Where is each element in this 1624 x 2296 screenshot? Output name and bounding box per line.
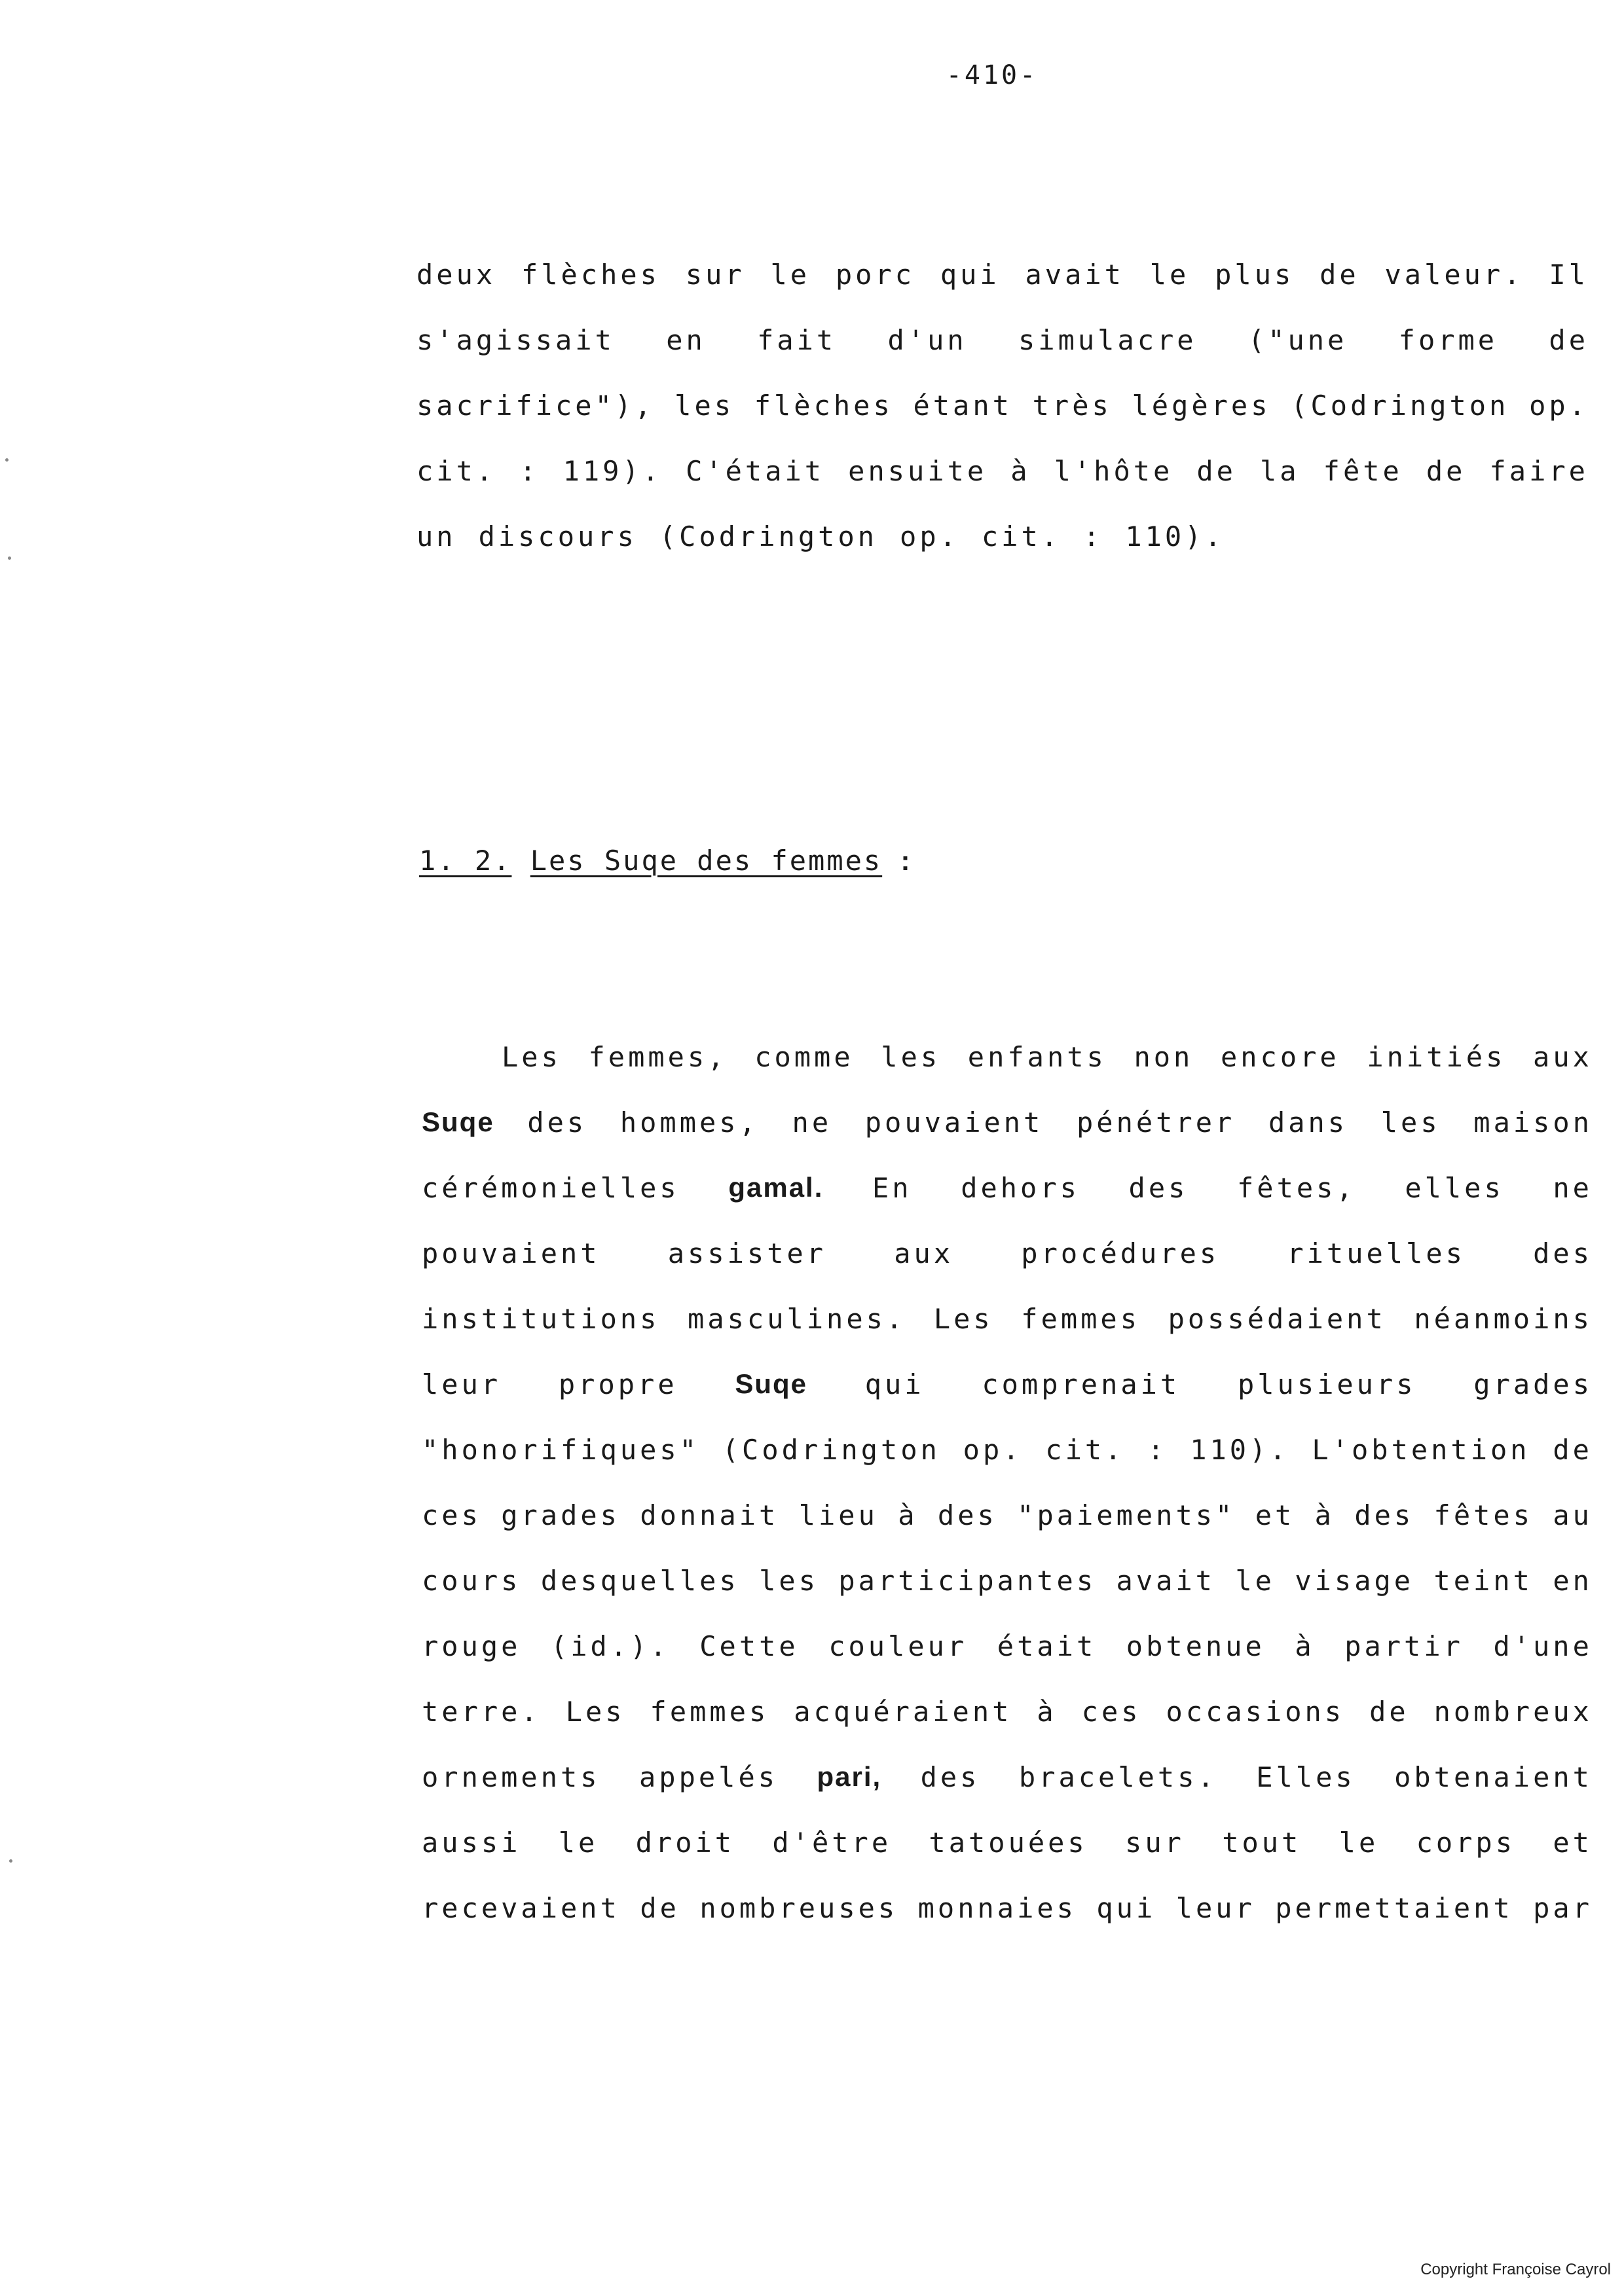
word: dans bbox=[1268, 1106, 1348, 1139]
word: corps bbox=[1416, 1827, 1515, 1859]
word: maison bbox=[1473, 1106, 1593, 1139]
copyright-notice: Copyright Françoise Cayrol bbox=[1420, 2261, 1611, 2278]
scan-speck bbox=[5, 458, 9, 462]
word: op. bbox=[1529, 390, 1589, 422]
word: valeur. bbox=[1384, 259, 1524, 291]
word: (id.). bbox=[550, 1630, 670, 1662]
word: ensuite bbox=[848, 455, 987, 487]
word: terre. bbox=[422, 1696, 541, 1728]
text-line bbox=[502, 1041, 1593, 1073]
word: de bbox=[1196, 455, 1236, 487]
word: leur bbox=[1175, 1892, 1255, 1924]
word: initiés bbox=[1367, 1041, 1506, 1073]
word: qui bbox=[1096, 1892, 1156, 1924]
word: d'être bbox=[772, 1827, 892, 1859]
word: pouvaient bbox=[864, 1106, 1044, 1139]
word: pouvaient bbox=[422, 1237, 600, 1269]
word: cit. bbox=[416, 455, 496, 487]
text-line bbox=[416, 520, 1247, 553]
bold-term: Suqe bbox=[735, 1368, 808, 1399]
word: discours bbox=[478, 520, 637, 553]
word: rituelles bbox=[1287, 1237, 1466, 1269]
word: le bbox=[1338, 1827, 1379, 1859]
word: pénétrer bbox=[1077, 1106, 1236, 1139]
word: hommes, bbox=[619, 1106, 759, 1139]
word: participantes bbox=[838, 1565, 1097, 1597]
word: au bbox=[1553, 1499, 1593, 1531]
word: à bbox=[1314, 1499, 1335, 1531]
word: de bbox=[1369, 1696, 1409, 1728]
text-line bbox=[416, 324, 1589, 356]
word: très bbox=[1032, 390, 1112, 422]
word: l'hôte bbox=[1054, 455, 1173, 487]
bold-term: pari, bbox=[817, 1761, 882, 1792]
word: le bbox=[1235, 1565, 1275, 1597]
word: des bbox=[937, 1499, 997, 1531]
word: rouge bbox=[422, 1630, 521, 1662]
word: appelés bbox=[639, 1761, 779, 1793]
word: Cette bbox=[699, 1630, 799, 1662]
word: possédaient bbox=[1168, 1303, 1386, 1335]
word: (Codrington bbox=[1291, 390, 1509, 422]
text-line bbox=[422, 1303, 1593, 1335]
text-line bbox=[422, 1172, 1593, 1204]
word: avait bbox=[1025, 259, 1124, 291]
word: desquelles bbox=[540, 1565, 739, 1597]
section-heading bbox=[419, 845, 912, 877]
text-line bbox=[416, 390, 1589, 422]
heading-number: 1. 2. bbox=[419, 845, 512, 877]
word: aussi bbox=[422, 1827, 521, 1859]
word: des bbox=[920, 1761, 980, 1793]
word: ornements bbox=[422, 1761, 600, 1793]
word: 110). bbox=[1190, 1434, 1289, 1466]
word: 119). bbox=[563, 455, 663, 487]
word: s'agissait bbox=[416, 324, 615, 356]
word: en bbox=[666, 324, 706, 356]
word: donnait bbox=[640, 1499, 779, 1531]
word: d'un bbox=[887, 324, 967, 356]
word: sur bbox=[1125, 1827, 1185, 1859]
word: obtenaient bbox=[1394, 1761, 1593, 1793]
word: forme bbox=[1398, 324, 1498, 356]
word: elles bbox=[1405, 1172, 1504, 1204]
text-line bbox=[422, 1565, 1593, 1597]
word: les bbox=[1380, 1106, 1441, 1139]
word: néanmoins bbox=[1414, 1303, 1593, 1335]
word: femmes, bbox=[588, 1041, 728, 1073]
word: ces bbox=[422, 1499, 481, 1531]
word: grades bbox=[1473, 1368, 1593, 1400]
word: lieu bbox=[798, 1499, 878, 1531]
word: flèches bbox=[521, 259, 660, 291]
word: cit. bbox=[981, 520, 1061, 553]
page-number: -410- bbox=[946, 60, 1039, 90]
text-line bbox=[416, 259, 1589, 291]
word: de bbox=[1320, 259, 1359, 291]
text-line bbox=[422, 1892, 1593, 1924]
word: de bbox=[640, 1892, 680, 1924]
word: cit. bbox=[1045, 1434, 1125, 1466]
word: 110). bbox=[1125, 520, 1225, 553]
word: couleur bbox=[828, 1630, 968, 1662]
word: recevaient bbox=[422, 1892, 620, 1924]
word: sur bbox=[685, 259, 745, 291]
word: deux bbox=[416, 259, 496, 291]
heading-colon: : bbox=[900, 845, 912, 876]
word: partir bbox=[1344, 1630, 1464, 1662]
word: masculines. bbox=[688, 1303, 906, 1335]
word: acquéraient bbox=[794, 1696, 1012, 1728]
word: monnaies bbox=[917, 1892, 1077, 1924]
word: obtenue bbox=[1126, 1630, 1265, 1662]
word: occasions bbox=[1166, 1696, 1345, 1728]
word: des bbox=[1128, 1172, 1189, 1204]
word: plusieurs bbox=[1237, 1368, 1416, 1400]
word: grades bbox=[501, 1499, 620, 1531]
word: la bbox=[1260, 455, 1300, 487]
word: Les bbox=[502, 1041, 561, 1073]
word: et bbox=[1553, 1827, 1593, 1859]
text-line bbox=[422, 1368, 1593, 1400]
word: cérémonielles bbox=[422, 1172, 680, 1204]
word: étant bbox=[913, 390, 1012, 422]
word: procédures bbox=[1021, 1237, 1220, 1269]
word: ("une bbox=[1247, 324, 1348, 356]
word: dehors bbox=[961, 1172, 1080, 1204]
word: "honorifiques" bbox=[422, 1434, 700, 1466]
word: sacrifice"), bbox=[416, 390, 655, 422]
bold-term: gamal. bbox=[728, 1172, 824, 1203]
text-line bbox=[422, 1630, 1593, 1662]
word: avait bbox=[1116, 1565, 1215, 1597]
word: porc bbox=[835, 259, 915, 291]
word: fait bbox=[757, 324, 837, 356]
word: par bbox=[1533, 1892, 1593, 1924]
word: comprenait bbox=[982, 1368, 1181, 1400]
word: le bbox=[558, 1827, 599, 1859]
bold-term: Suqe bbox=[422, 1106, 494, 1137]
word: op. bbox=[963, 1434, 1023, 1466]
text-line bbox=[422, 1696, 1593, 1728]
word: à bbox=[1010, 455, 1031, 487]
word: bracelets. bbox=[1018, 1761, 1217, 1793]
word: le bbox=[770, 259, 811, 291]
word: était bbox=[997, 1630, 1097, 1662]
text-line bbox=[422, 1761, 1593, 1793]
word: les bbox=[759, 1565, 819, 1597]
word: C'était bbox=[686, 455, 825, 487]
word: permettaient bbox=[1275, 1892, 1513, 1924]
word: un bbox=[416, 520, 456, 553]
word: des bbox=[1354, 1499, 1414, 1531]
text-line bbox=[422, 1827, 1593, 1859]
word: Les bbox=[565, 1696, 625, 1728]
word: le bbox=[1149, 259, 1190, 291]
word: en bbox=[1553, 1565, 1593, 1597]
word: institutions bbox=[422, 1303, 660, 1335]
word: comme bbox=[754, 1041, 854, 1073]
word: des bbox=[1533, 1237, 1593, 1269]
word: encore bbox=[1220, 1041, 1340, 1073]
word: propre bbox=[558, 1368, 678, 1400]
word: fête bbox=[1323, 455, 1403, 487]
word: fêtes, bbox=[1237, 1172, 1356, 1204]
word: les bbox=[881, 1041, 941, 1073]
word: des bbox=[527, 1106, 587, 1139]
word: op. bbox=[900, 520, 959, 553]
word: et bbox=[1255, 1499, 1295, 1531]
word: enfants bbox=[967, 1041, 1107, 1073]
word: de bbox=[1549, 324, 1589, 356]
word: leur bbox=[422, 1368, 502, 1400]
word: faire bbox=[1489, 455, 1589, 487]
heading-title: Les Suqe des femmes bbox=[530, 845, 883, 877]
word: à bbox=[898, 1499, 918, 1531]
word: qui bbox=[940, 259, 1000, 291]
word: ces bbox=[1081, 1696, 1141, 1728]
word: assister bbox=[667, 1237, 827, 1269]
text-line bbox=[422, 1237, 1593, 1269]
word: à bbox=[1295, 1630, 1315, 1662]
word: (Codrington bbox=[659, 520, 878, 553]
word: aux bbox=[894, 1237, 954, 1269]
text-line bbox=[422, 1106, 1593, 1139]
scan-speck bbox=[9, 1859, 12, 1863]
word: visage bbox=[1295, 1565, 1414, 1597]
text-line bbox=[422, 1499, 1593, 1531]
text-line bbox=[416, 455, 1589, 487]
word: En bbox=[872, 1172, 912, 1204]
word: d'une bbox=[1493, 1630, 1593, 1662]
word: plus bbox=[1215, 259, 1295, 291]
word: L'obtention bbox=[1312, 1434, 1530, 1466]
word: simulacre bbox=[1018, 324, 1197, 356]
word: aux bbox=[1533, 1041, 1593, 1073]
word: femmes bbox=[1021, 1303, 1140, 1335]
word: tout bbox=[1222, 1827, 1302, 1859]
word: (Codrington bbox=[722, 1434, 940, 1466]
word: Il bbox=[1549, 259, 1589, 291]
word: non bbox=[1134, 1041, 1194, 1073]
word: cours bbox=[422, 1565, 521, 1597]
word: Elles bbox=[1256, 1761, 1356, 1793]
word: fêtes bbox=[1433, 1499, 1533, 1531]
word: ne bbox=[792, 1106, 832, 1139]
word: qui bbox=[864, 1368, 925, 1400]
word: à bbox=[1037, 1696, 1057, 1728]
word: flèches bbox=[754, 390, 893, 422]
word: de bbox=[1426, 455, 1466, 487]
word: nombreuses bbox=[699, 1892, 898, 1924]
word: les bbox=[674, 390, 735, 422]
word: : bbox=[519, 455, 540, 487]
word: tatouées bbox=[929, 1827, 1088, 1859]
word: : bbox=[1147, 1434, 1168, 1466]
text-line bbox=[422, 1434, 1593, 1466]
word: Les bbox=[933, 1303, 993, 1335]
word: femmes bbox=[650, 1696, 769, 1728]
word: ne bbox=[1553, 1172, 1593, 1204]
word: de bbox=[1553, 1434, 1593, 1466]
word: nombreux bbox=[1433, 1696, 1593, 1728]
word: : bbox=[1083, 520, 1103, 553]
word: teint bbox=[1433, 1565, 1533, 1597]
word: droit bbox=[635, 1827, 735, 1859]
scan-speck bbox=[8, 556, 11, 560]
word: "paiements" bbox=[1017, 1499, 1236, 1531]
word: légères bbox=[1132, 390, 1271, 422]
